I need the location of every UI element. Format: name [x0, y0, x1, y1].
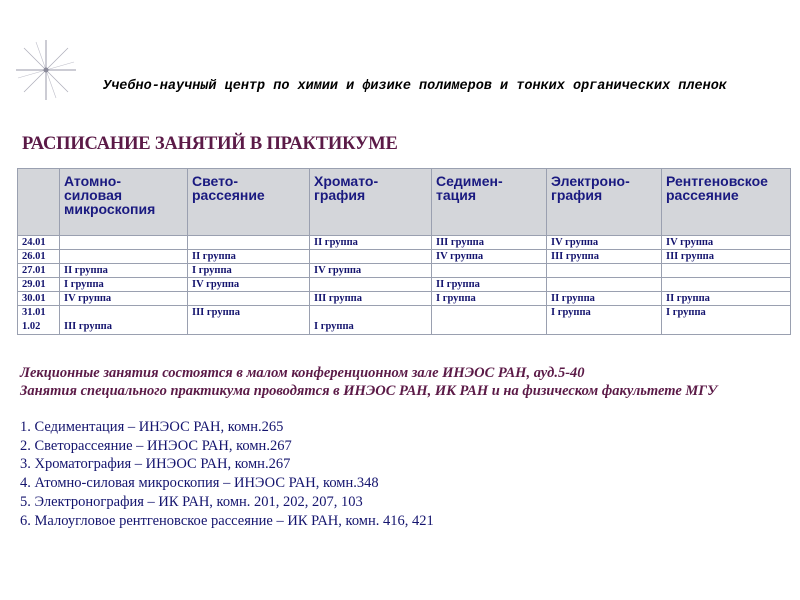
column-header-chromatography: Хромато- графия: [310, 169, 432, 236]
table-cell: III группа: [432, 236, 547, 250]
table-cell: IV группа: [60, 292, 188, 306]
organization-title: Учебно-научный центр по химии и физике полимеров и тонких органических пленок: [103, 79, 727, 94]
lecture-note: Лекционные занятия состоятся в малом конференционном зале ИНЭОС РАН, ауд.5-40: [20, 365, 585, 381]
table-row: [18, 236, 791, 250]
table-cell: III группа: [662, 250, 791, 264]
date-cell: 31.01 1.02: [18, 306, 60, 335]
corner-cell: [18, 169, 60, 236]
list-item: 3. Хроматография – ИНЭОС РАН, комн.267: [20, 456, 291, 473]
table-row: [18, 278, 791, 292]
table-cell: II группа: [432, 278, 547, 292]
column-header-xray: Рентгеновское рассеяние: [662, 169, 791, 236]
table-cell: II группа: [547, 292, 662, 306]
table-cell: [432, 264, 547, 278]
table-cell: [662, 264, 791, 278]
table-cell: I группа: [547, 306, 662, 335]
table-cell: [60, 250, 188, 264]
schedule-table: [17, 168, 791, 335]
table-cell: III группа: [188, 306, 310, 335]
list-item: 1. Седиментация – ИНЭОС РАН, комн.265: [20, 419, 284, 435]
table-cell: [188, 292, 310, 306]
table-row: [18, 264, 791, 278]
table-cell: [188, 236, 310, 250]
table-cell: [662, 278, 791, 292]
table-cell: I группа: [432, 292, 547, 306]
list-item: 2. Светорассеяние – ИНЭОС РАН, комн.267: [20, 437, 292, 454]
table-cell: II группа: [662, 292, 791, 306]
table-header-row: [18, 169, 791, 236]
table-cell: [547, 278, 662, 292]
table-cell: IV группа: [662, 236, 791, 250]
table-cell: [60, 236, 188, 250]
rooms-list: [20, 418, 780, 530]
table-row: [18, 292, 791, 306]
table-cell: I группа: [60, 278, 188, 292]
table-row: [18, 250, 791, 264]
table-cell: IV группа: [310, 264, 432, 278]
table-cell: IV группа: [188, 278, 310, 292]
table-cell: III группа: [310, 292, 432, 306]
date-cell: 26.01: [18, 250, 60, 264]
page-title: РАСПИСАНИЕ ЗАНЯТИЙ В ПРАКТИКУМЕ: [22, 134, 398, 154]
practicum-note: Занятия специального практикума проводятся в ИНЭОС РАН, ИК РАН и на физическом факультете МГУ: [20, 383, 718, 399]
table-cell: III группа: [60, 306, 188, 335]
table-cell: II группа: [60, 264, 188, 278]
table-cell: [432, 306, 547, 335]
table-cell: II группа: [310, 236, 432, 250]
column-header-afm: Атомно- силовая микроскопия: [60, 169, 188, 236]
table-cell: IV группа: [547, 236, 662, 250]
table-cell: I группа: [662, 306, 791, 335]
table-cell: III группа: [547, 250, 662, 264]
date-cell: 30.01: [18, 292, 60, 306]
table-cell: I группа: [188, 264, 310, 278]
table-cell: [547, 264, 662, 278]
column-header-light-scattering: Свето- рассеяние: [188, 169, 310, 236]
column-header-sedimentation: Седимен- тация: [432, 169, 547, 236]
table-row: [18, 306, 791, 335]
notes-block: [20, 364, 780, 400]
list-item: 4. Атомно-силовая микроскопия – ИНЭОС РАН, комн.348: [20, 475, 379, 492]
table-cell: [310, 250, 432, 264]
date-cell: 27.01: [18, 264, 60, 278]
table-cell: [310, 278, 432, 292]
date-cell: 29.01: [18, 278, 60, 292]
list-item: 5. Электронография – ИК РАН, комн. 201, 202, 207, 103: [20, 493, 363, 510]
table-cell: IV группа: [432, 250, 547, 264]
date-cell: 24.01: [18, 236, 60, 250]
list-item: 6. Малоугловое рентгеновское рассеяние – ИК РАН, комн. 416, 421: [20, 512, 434, 529]
column-header-electronography: Электроно- графия: [547, 169, 662, 236]
table-cell: II группа: [188, 250, 310, 264]
table-cell: I группа: [310, 306, 432, 335]
